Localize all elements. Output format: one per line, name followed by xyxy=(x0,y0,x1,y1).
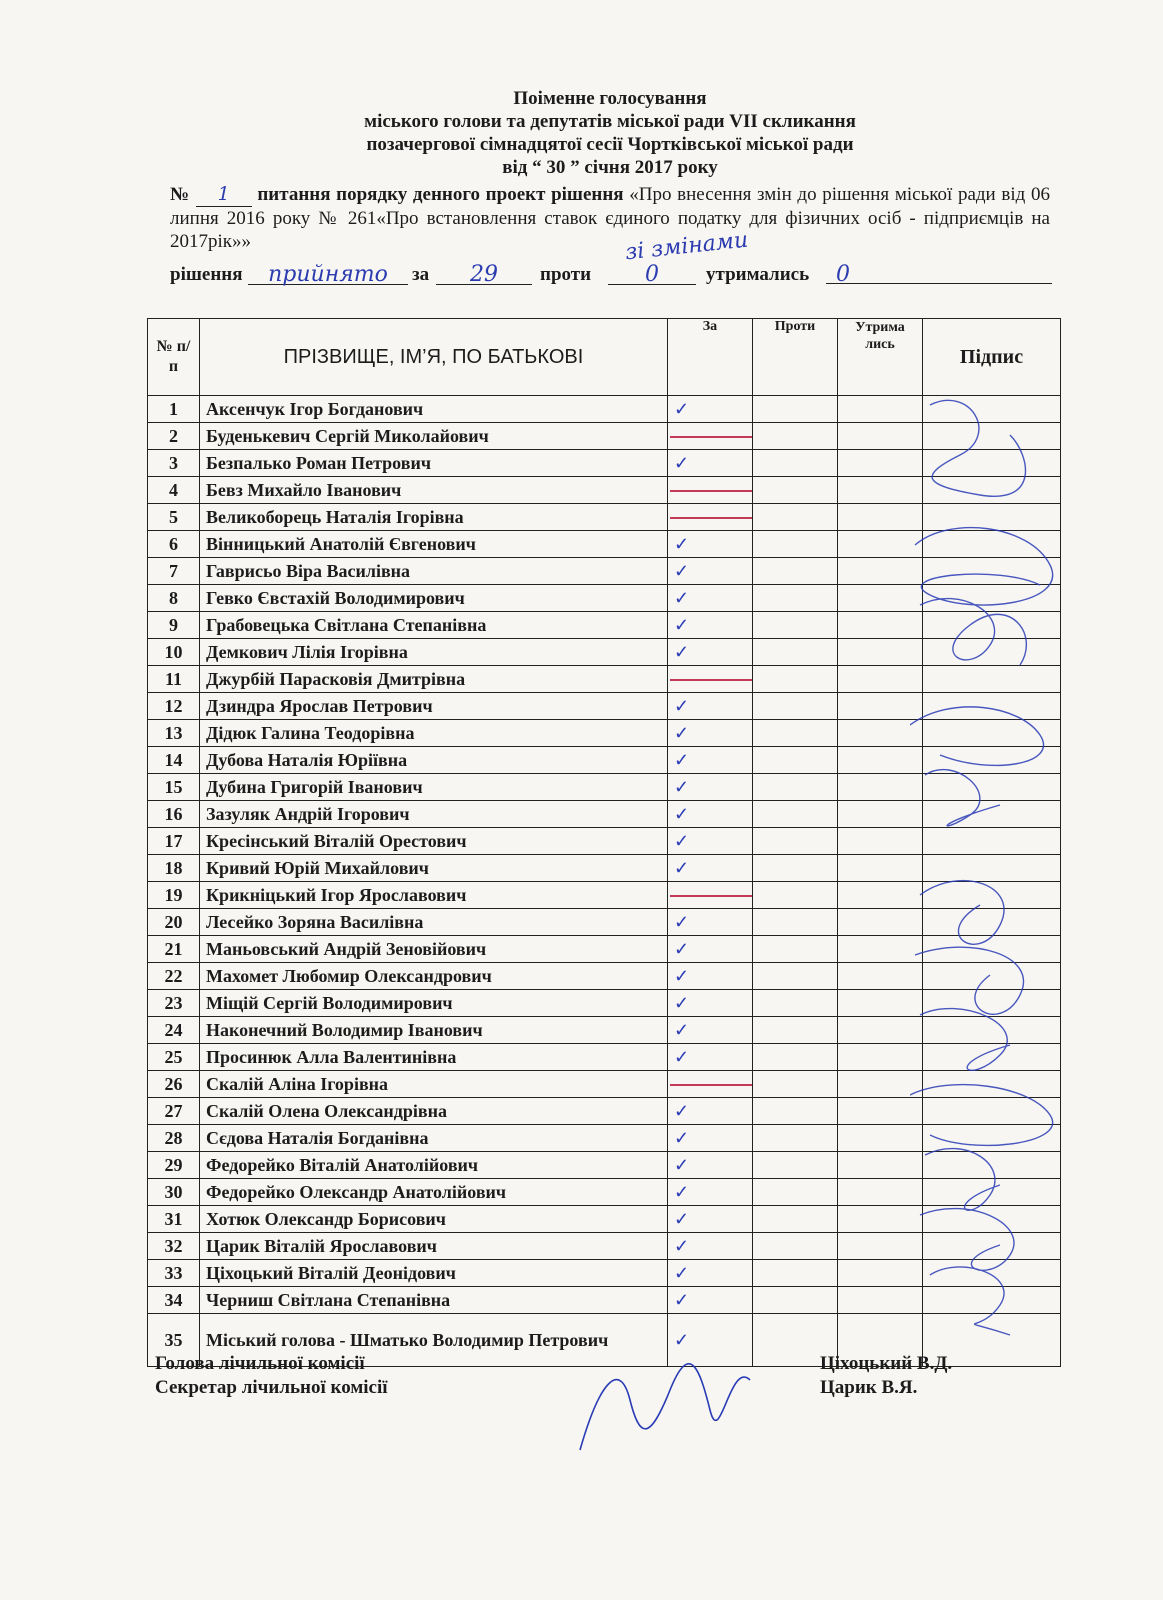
signature-scribbles xyxy=(910,395,1060,1355)
row-number: 35 xyxy=(148,1314,200,1367)
secretary-label: Секретар лічильної комісії xyxy=(155,1377,388,1398)
row-against-cell xyxy=(753,1071,838,1098)
against-count: 0 xyxy=(608,262,696,285)
row-for-cell xyxy=(668,909,753,936)
row-number: 16 xyxy=(148,801,200,828)
vote-mark xyxy=(674,1074,746,1095)
row-name: Наконечний Володимир Іванович xyxy=(200,1017,668,1044)
row-name: Сєдова Наталія Богданівна xyxy=(200,1125,668,1152)
commission-signature xyxy=(560,1340,760,1470)
decision-label: рішення xyxy=(170,264,243,285)
row-for-cell xyxy=(668,504,753,531)
vote-mark: ✓ xyxy=(674,1329,690,1350)
row-for-cell xyxy=(668,477,753,504)
row-against-cell xyxy=(753,1044,838,1071)
header-abstained: Утрима лись xyxy=(838,319,923,396)
handwritten-note: зі змінами xyxy=(624,227,750,266)
row-against-cell xyxy=(753,612,838,639)
row-for-cell xyxy=(668,828,753,855)
row-number: 3 xyxy=(148,450,200,477)
row-name: Зазуляк Андрій Ігорович xyxy=(200,801,668,828)
row-against-cell xyxy=(753,1206,838,1233)
row-against-cell xyxy=(753,1017,838,1044)
row-name: Грабовецька Світлана Степанівна xyxy=(200,612,668,639)
vote-mark: ✓ xyxy=(674,749,690,770)
row-for-cell xyxy=(668,855,753,882)
row-name: Скалій Аліна Ігорівна xyxy=(200,1071,668,1098)
row-number: 32 xyxy=(148,1233,200,1260)
vote-mark: ✓ xyxy=(674,1289,690,1310)
row-for-cell xyxy=(668,882,753,909)
row-against-cell xyxy=(753,774,838,801)
row-number: 11 xyxy=(148,666,200,693)
row-number: 20 xyxy=(148,909,200,936)
item-no-value: 1 xyxy=(217,183,230,205)
row-number: 33 xyxy=(148,1260,200,1287)
row-against-cell xyxy=(753,990,838,1017)
row-against-cell xyxy=(753,720,838,747)
row-for-cell xyxy=(668,1098,753,1125)
row-for-cell xyxy=(668,666,753,693)
row-number: 26 xyxy=(148,1071,200,1098)
row-against-cell xyxy=(753,1125,838,1152)
row-for-cell xyxy=(668,1071,753,1098)
vote-mark: ✓ xyxy=(674,803,690,824)
row-number: 1 xyxy=(148,396,200,423)
row-for-cell xyxy=(668,747,753,774)
vote-mark: ✓ xyxy=(674,452,690,473)
header-against: Проти xyxy=(753,319,838,396)
vote-mark xyxy=(674,669,746,690)
row-for-cell xyxy=(668,1206,753,1233)
row-number: 5 xyxy=(148,504,200,531)
row-name: Лесейко Зоряна Василівна xyxy=(200,909,668,936)
header-no: № п/п xyxy=(148,319,200,396)
row-name: Просинюк Алла Валентинівна xyxy=(200,1044,668,1071)
row-for-cell xyxy=(668,585,753,612)
row-against-cell xyxy=(753,396,838,423)
header-signature: Підпис xyxy=(923,319,1061,396)
row-for-cell xyxy=(668,1260,753,1287)
for-label: за xyxy=(412,264,430,285)
row-number: 34 xyxy=(148,1287,200,1314)
row-against-cell xyxy=(753,801,838,828)
item-no-prefix: № xyxy=(170,184,191,205)
title-date: від “ 30 ” січня 2017 року xyxy=(502,157,718,178)
header-for: За xyxy=(668,319,753,396)
row-for-cell xyxy=(668,801,753,828)
item-text: «Про внесення змін до рішення міської ради від 06 липня 2016 року № 261«Про встановлення ставок єдиного податку для фізичних осіб - підприємців на 2017рік»» xyxy=(170,184,1050,252)
row-against-cell xyxy=(753,963,838,990)
row-name: Аксенчук Ігор Богданович xyxy=(200,396,668,423)
row-for-cell xyxy=(668,612,753,639)
row-for-cell xyxy=(668,1017,753,1044)
vote-mark: ✓ xyxy=(674,992,690,1013)
vote-mark: ✓ xyxy=(674,1154,690,1175)
row-number: 7 xyxy=(148,558,200,585)
row-name: Джурбій Парасковія Дмитрівна xyxy=(200,666,668,693)
item-intro: питання порядку денного проект рішення xyxy=(257,184,624,205)
row-name: Великоборець Наталія Ігорівна xyxy=(200,504,668,531)
row-for-cell xyxy=(668,720,753,747)
row-number: 18 xyxy=(148,855,200,882)
row-against-cell xyxy=(753,693,838,720)
row-number: 10 xyxy=(148,639,200,666)
row-name: Федорейко Віталій Анатолійович xyxy=(200,1152,668,1179)
row-name: Безпалько Роман Петрович xyxy=(200,450,668,477)
row-number: 27 xyxy=(148,1098,200,1125)
row-against-cell xyxy=(753,1152,838,1179)
vote-mark: ✓ xyxy=(674,1127,690,1148)
vote-mark: ✓ xyxy=(674,1046,690,1067)
vote-mark: ✓ xyxy=(674,560,690,581)
row-number: 13 xyxy=(148,720,200,747)
vote-mark xyxy=(674,507,746,528)
row-number: 25 xyxy=(148,1044,200,1071)
row-name: Царик Віталій Ярославович xyxy=(200,1233,668,1260)
row-name: Буденькевич Сергій Миколайович xyxy=(200,423,668,450)
row-for-cell xyxy=(668,693,753,720)
header-name: ПРІЗВИЩЕ, ІМ’Я, ПО БАТЬКОВІ xyxy=(200,319,668,396)
row-number: 30 xyxy=(148,1179,200,1206)
row-for-cell xyxy=(668,1233,753,1260)
row-number: 14 xyxy=(148,747,200,774)
row-number: 17 xyxy=(148,828,200,855)
vote-mark: ✓ xyxy=(674,965,690,986)
row-for-cell xyxy=(668,423,753,450)
row-against-cell xyxy=(753,504,838,531)
row-against-cell xyxy=(753,585,838,612)
secretary-name: Царик В.Я. xyxy=(820,1377,918,1398)
row-name: Федорейко Олександр Анатолійович xyxy=(200,1179,668,1206)
row-for-cell xyxy=(668,1125,753,1152)
row-number: 15 xyxy=(148,774,200,801)
row-name: Міщій Сергій Володимирович xyxy=(200,990,668,1017)
row-against-cell xyxy=(753,1179,838,1206)
vote-mark: ✓ xyxy=(674,533,690,554)
row-against-cell xyxy=(753,423,838,450)
row-against-cell xyxy=(753,558,838,585)
row-for-cell xyxy=(668,1179,753,1206)
row-for-cell xyxy=(668,558,753,585)
vote-mark: ✓ xyxy=(674,1100,690,1121)
row-for-cell xyxy=(668,936,753,963)
row-number: 6 xyxy=(148,531,200,558)
row-for-cell xyxy=(668,1152,753,1179)
row-number: 31 xyxy=(148,1206,200,1233)
vote-mark: ✓ xyxy=(674,1262,690,1283)
vote-mark: ✓ xyxy=(674,722,690,743)
row-for-cell xyxy=(668,774,753,801)
row-name: Хотюк Олександр Борисович xyxy=(200,1206,668,1233)
row-name: Вінницький Анатолій Євгенович xyxy=(200,531,668,558)
row-against-cell xyxy=(753,747,838,774)
for-count: 29 xyxy=(436,262,532,285)
vote-mark: ✓ xyxy=(674,587,690,608)
row-name: Дзиндра Ярослав Петрович xyxy=(200,693,668,720)
row-name: Дубова Наталія Юріївна xyxy=(200,747,668,774)
row-name: Махомет Любомир Олександрович xyxy=(200,963,668,990)
decision-value: прийнято xyxy=(248,262,408,285)
row-against-cell xyxy=(753,855,838,882)
row-name: Гаврисьо Віра Василівна xyxy=(200,558,668,585)
vote-mark: ✓ xyxy=(674,641,690,662)
vote-mark: ✓ xyxy=(674,938,690,959)
row-for-cell xyxy=(668,396,753,423)
vote-mark: ✓ xyxy=(674,614,690,635)
vote-mark: ✓ xyxy=(674,857,690,878)
item-no-field xyxy=(196,183,252,207)
title-line-1: Поіменне голосування xyxy=(513,88,707,109)
vote-mark: ✓ xyxy=(674,776,690,797)
row-against-cell xyxy=(753,1233,838,1260)
row-against-cell xyxy=(753,477,838,504)
abstained-label: утримались xyxy=(706,264,810,285)
row-number: 24 xyxy=(148,1017,200,1044)
row-against-cell xyxy=(753,882,838,909)
vote-mark: ✓ xyxy=(674,1019,690,1040)
row-number: 19 xyxy=(148,882,200,909)
row-number: 28 xyxy=(148,1125,200,1152)
row-for-cell xyxy=(668,639,753,666)
row-against-cell xyxy=(753,1260,838,1287)
table-header-row xyxy=(148,319,1061,396)
vote-mark xyxy=(674,885,746,906)
row-for-cell xyxy=(668,1287,753,1314)
row-name: Дубина Григорій Іванович xyxy=(200,774,668,801)
row-name: Гевко Євстахій Володимирович xyxy=(200,585,668,612)
row-for-cell xyxy=(668,1044,753,1071)
row-for-cell xyxy=(668,990,753,1017)
vote-mark: ✓ xyxy=(674,398,690,419)
row-for-cell xyxy=(668,450,753,477)
chair-name: Ціхоцький В.Д. xyxy=(820,1353,953,1374)
row-name: Бевз Михайло Іванович xyxy=(200,477,668,504)
row-against-cell xyxy=(753,936,838,963)
chair-label: Голова лічильної комісії xyxy=(155,1353,365,1374)
vote-mark: ✓ xyxy=(674,1208,690,1229)
row-name: Ціхоцький Віталій Деонідович xyxy=(200,1260,668,1287)
vote-mark: ✓ xyxy=(674,911,690,932)
row-number: 22 xyxy=(148,963,200,990)
row-against-cell xyxy=(753,531,838,558)
title-line-2: міського голови та депутатів міської ради VII скликання xyxy=(364,111,856,132)
row-against-cell xyxy=(753,450,838,477)
row-against-cell xyxy=(753,639,838,666)
row-name: Кривий Юрій Михайлович xyxy=(200,855,668,882)
row-number: 2 xyxy=(148,423,200,450)
row-name: Скалій Олена Олександрівна xyxy=(200,1098,668,1125)
row-name: Крикніцький Ігор Ярославович xyxy=(200,882,668,909)
row-name: Міський голова - Шматько Володимир Петрович xyxy=(200,1314,668,1367)
row-for-cell xyxy=(668,531,753,558)
row-against-cell xyxy=(753,909,838,936)
vote-mark: ✓ xyxy=(674,1235,690,1256)
row-number: 9 xyxy=(148,612,200,639)
row-name: Маньовський Андрій Зеновійович xyxy=(200,936,668,963)
agenda-item-paragraph xyxy=(170,183,1050,253)
row-number: 12 xyxy=(148,693,200,720)
vote-mark xyxy=(674,426,746,447)
row-for-cell xyxy=(668,963,753,990)
row-against-cell xyxy=(753,828,838,855)
vote-mark: ✓ xyxy=(674,1181,690,1202)
row-number: 4 xyxy=(148,477,200,504)
title-line-3: позачергової сімнадцятої сесії Чортківської міської ради xyxy=(366,134,854,155)
row-number: 21 xyxy=(148,936,200,963)
row-name: Демкович Лілія Ігорівна xyxy=(200,639,668,666)
row-name: Черниш Світлана Степанівна xyxy=(200,1287,668,1314)
row-name: Дідюк Галина Теодорівна xyxy=(200,720,668,747)
vote-mark: ✓ xyxy=(674,695,690,716)
against-label: проти xyxy=(540,264,592,285)
row-against-cell xyxy=(753,1287,838,1314)
row-name: Кресінський Віталій Орестович xyxy=(200,828,668,855)
vote-mark: ✓ xyxy=(674,830,690,851)
row-against-cell xyxy=(753,1098,838,1125)
row-number: 23 xyxy=(148,990,200,1017)
row-number: 8 xyxy=(148,585,200,612)
abstained-count: 0 xyxy=(826,262,1052,284)
vote-mark xyxy=(674,480,746,501)
row-against-cell xyxy=(753,666,838,693)
row-number: 29 xyxy=(148,1152,200,1179)
